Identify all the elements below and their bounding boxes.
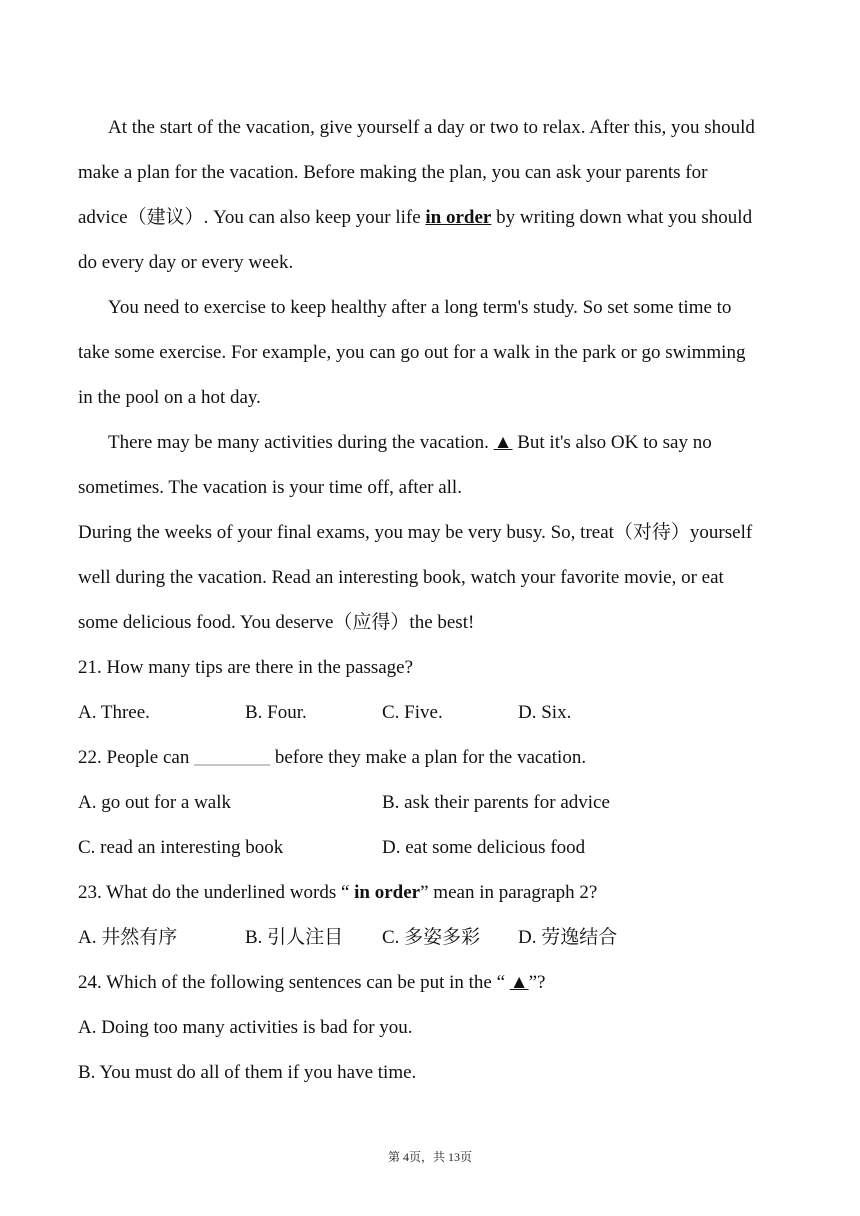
passage-line: in the pool on a hot day.	[78, 387, 261, 408]
passage-text: But it's also OK to say no	[512, 432, 712, 453]
passage-line: At the start of the vacation, give yourself a day or two to relax. After this, you should	[108, 117, 755, 138]
passage-line: sometimes. The vacation is your time off, after all.	[78, 477, 462, 498]
passage-line: do every day or every week.	[78, 252, 294, 273]
question-stem	[78, 746, 798, 770]
question-stem	[78, 971, 798, 995]
question-stem	[78, 881, 798, 905]
page-number-footer: 第 4页，共 13页	[387, 1150, 472, 1164]
passage-text: There may be many activities during the vacation.	[108, 432, 494, 453]
question-text: 22. People can	[78, 747, 195, 768]
option-c: C. Five.	[382, 702, 443, 723]
question-text: 24. Which of the following sentences can be put in the “	[78, 972, 510, 993]
option-b: B. You must do all of them if you have time.	[78, 1062, 417, 1083]
question-text: before they make a plan for the vacation.	[270, 747, 587, 768]
underlined-phrase: in order	[425, 207, 492, 228]
option-b: B. 引人注目	[245, 927, 344, 948]
passage-line: You need to exercise to keep healthy after a long term's study. So set some time to	[108, 297, 732, 318]
passage-line: take some exercise. For example, you can go out for a walk in the park or go swimming	[78, 342, 746, 363]
option-b: B. ask their parents for advice	[382, 792, 610, 813]
passage-line	[108, 431, 828, 455]
question-stem: 21. How many tips are there in the passage?	[78, 657, 414, 678]
answer-blank: ________	[194, 747, 271, 768]
option-c: C. 多姿多彩	[382, 927, 481, 948]
quoted-phrase: in order	[354, 882, 421, 903]
blank-marker-triangle: ▲	[493, 432, 513, 453]
question-text: ”?	[528, 972, 546, 993]
question-text: ” mean in paragraph 2?	[420, 882, 598, 903]
option-a: A. 井然有序	[78, 927, 178, 948]
passage-text: by writing down what you should	[491, 207, 753, 228]
passage-line: well during the vacation. Read an interesting book, watch your favorite movie, or eat	[78, 567, 724, 588]
option-c: C. read an interesting book	[78, 837, 284, 858]
passage-line	[78, 206, 798, 230]
option-d: D. Six.	[518, 702, 572, 723]
question-text: 23. What do the underlined words “	[78, 882, 355, 903]
passage-line: During the weeks of your final exams, you may be very busy. So, treat（对待）yourself	[78, 522, 753, 543]
option-a: A. Doing too many activities is bad for you.	[78, 1017, 413, 1038]
blank-marker-triangle: ▲	[509, 972, 529, 993]
passage-line: some delicious food. You deserve（应得）the best!	[78, 612, 475, 633]
passage-text: advice（建议）. You can also keep your life	[78, 207, 426, 228]
option-d: D. eat some delicious food	[382, 837, 586, 858]
option-a: A. Three.	[78, 702, 150, 723]
passage-line: make a plan for the vacation. Before making the plan, you can ask your parents for	[78, 162, 708, 183]
option-b: B. Four.	[245, 702, 307, 723]
option-d: D. 劳逸结合	[518, 927, 618, 948]
option-a: A. go out for a walk	[78, 792, 232, 813]
